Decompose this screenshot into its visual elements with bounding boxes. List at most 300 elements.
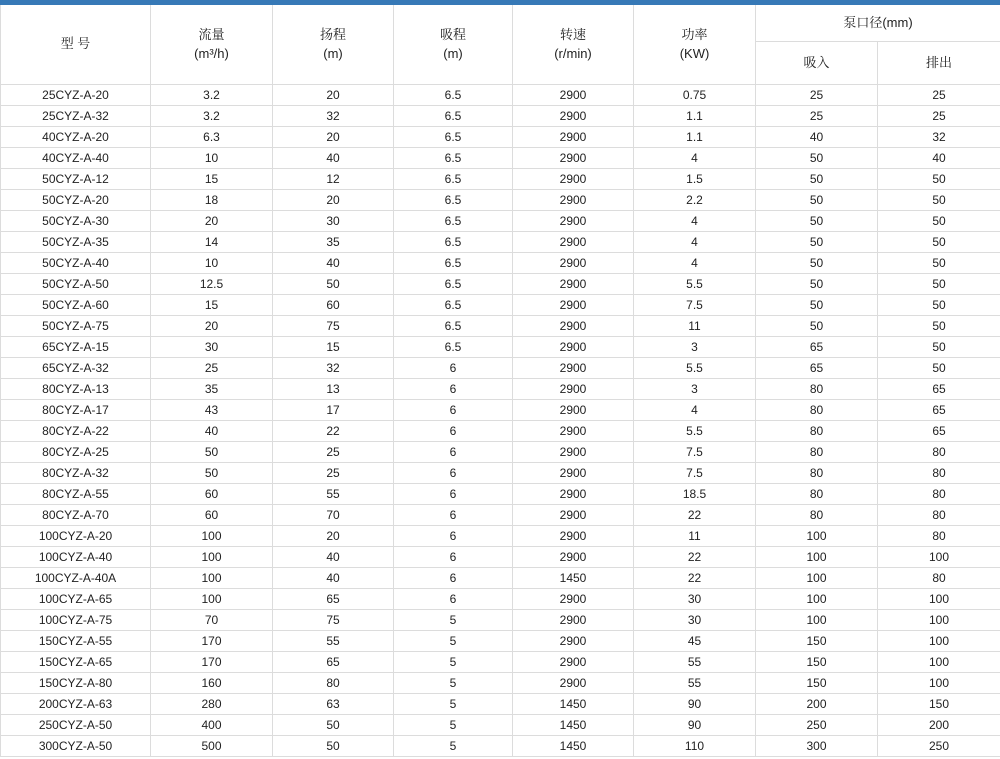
table-row	[1, 211, 1000, 232]
cell-inlet: 80	[756, 421, 878, 442]
cell-power: 3	[634, 337, 756, 358]
table-row	[1, 85, 1000, 106]
cell-outlet: 25	[878, 85, 1000, 106]
cell-inlet: 150	[756, 631, 878, 652]
cell-flow: 6.3	[151, 127, 273, 148]
cell-inlet: 100	[756, 547, 878, 568]
header-suction-unit: (m)	[443, 45, 463, 61]
cell-outlet: 200	[878, 715, 1000, 736]
cell-head: 25	[273, 442, 394, 463]
cell-flow: 20	[151, 211, 273, 232]
cell-flow: 100	[151, 568, 273, 589]
cell-suction: 6.5	[394, 106, 513, 127]
cell-head: 20	[273, 85, 394, 106]
cell-power: 4	[634, 232, 756, 253]
cell-inlet: 50	[756, 190, 878, 211]
cell-flow: 60	[151, 505, 273, 526]
cell-power: 2.2	[634, 190, 756, 211]
cell-flow: 35	[151, 379, 273, 400]
cell-power: 7.5	[634, 463, 756, 484]
cell-model: 50CYZ-A-40	[1, 253, 151, 274]
cell-speed: 2900	[513, 190, 634, 211]
cell-power: 90	[634, 694, 756, 715]
cell-power: 7.5	[634, 442, 756, 463]
cell-head: 40	[273, 547, 394, 568]
cell-power: 1.1	[634, 127, 756, 148]
cell-outlet: 50	[878, 316, 1000, 337]
cell-outlet: 80	[878, 568, 1000, 589]
cell-head: 40	[273, 148, 394, 169]
cell-suction: 6.5	[394, 232, 513, 253]
cell-inlet: 150	[756, 652, 878, 673]
cell-power: 22	[634, 568, 756, 589]
cell-speed: 2900	[513, 421, 634, 442]
header-speed-label: 转速	[559, 26, 586, 42]
table-body	[1, 85, 1000, 757]
cell-speed: 2900	[513, 148, 634, 169]
cell-inlet: 100	[756, 568, 878, 589]
cell-power: 4	[634, 211, 756, 232]
cell-head: 75	[273, 316, 394, 337]
cell-suction: 6	[394, 547, 513, 568]
cell-inlet: 150	[756, 673, 878, 694]
cell-power: 4	[634, 400, 756, 421]
cell-outlet: 150	[878, 694, 1000, 715]
cell-model: 150CYZ-A-55	[1, 631, 151, 652]
cell-suction: 5	[394, 673, 513, 694]
cell-flow: 70	[151, 610, 273, 631]
table-header	[1, 5, 1000, 85]
cell-outlet: 65	[878, 400, 1000, 421]
cell-flow: 100	[151, 547, 273, 568]
cell-speed: 2900	[513, 379, 634, 400]
cell-suction: 6	[394, 358, 513, 379]
cell-power: 5.5	[634, 274, 756, 295]
cell-model: 40CYZ-A-20	[1, 127, 151, 148]
cell-outlet: 80	[878, 442, 1000, 463]
cell-model: 50CYZ-A-60	[1, 295, 151, 316]
header-model-label: 型 号	[60, 36, 91, 52]
cell-inlet: 100	[756, 526, 878, 547]
cell-inlet: 80	[756, 505, 878, 526]
cell-speed: 2900	[513, 631, 634, 652]
cell-speed: 2900	[513, 610, 634, 631]
cell-head: 20	[273, 190, 394, 211]
table-row	[1, 169, 1000, 190]
cell-outlet: 65	[878, 379, 1000, 400]
cell-model: 40CYZ-A-40	[1, 148, 151, 169]
cell-flow: 15	[151, 295, 273, 316]
cell-suction: 6	[394, 568, 513, 589]
pump-spec-table	[0, 5, 1000, 757]
cell-power: 30	[634, 610, 756, 631]
cell-inlet: 40	[756, 127, 878, 148]
cell-suction: 6	[394, 484, 513, 505]
cell-power: 55	[634, 652, 756, 673]
cell-suction: 6.5	[394, 211, 513, 232]
cell-power: 5.5	[634, 421, 756, 442]
cell-suction: 5	[394, 652, 513, 673]
header-suction	[394, 5, 513, 85]
cell-model: 80CYZ-A-25	[1, 442, 151, 463]
cell-model: 50CYZ-A-30	[1, 211, 151, 232]
cell-power: 1.1	[634, 106, 756, 127]
cell-head: 40	[273, 253, 394, 274]
table-row	[1, 295, 1000, 316]
table-row	[1, 190, 1000, 211]
cell-power: 110	[634, 736, 756, 757]
table-row	[1, 547, 1000, 568]
cell-speed: 2900	[513, 232, 634, 253]
cell-head: 55	[273, 631, 394, 652]
cell-speed: 1450	[513, 568, 634, 589]
cell-power: 11	[634, 316, 756, 337]
cell-flow: 400	[151, 715, 273, 736]
cell-inlet: 50	[756, 316, 878, 337]
table-row	[1, 127, 1000, 148]
cell-speed: 2900	[513, 85, 634, 106]
cell-head: 17	[273, 400, 394, 421]
cell-speed: 2900	[513, 484, 634, 505]
cell-inlet: 80	[756, 463, 878, 484]
cell-inlet: 100	[756, 610, 878, 631]
cell-outlet: 80	[878, 463, 1000, 484]
cell-outlet: 50	[878, 358, 1000, 379]
cell-head: 22	[273, 421, 394, 442]
cell-speed: 1450	[513, 715, 634, 736]
cell-suction: 6	[394, 463, 513, 484]
cell-outlet: 80	[878, 484, 1000, 505]
cell-inlet: 50	[756, 253, 878, 274]
cell-suction: 6	[394, 442, 513, 463]
cell-power: 11	[634, 526, 756, 547]
cell-inlet: 250	[756, 715, 878, 736]
cell-head: 32	[273, 358, 394, 379]
table-row	[1, 652, 1000, 673]
cell-head: 75	[273, 610, 394, 631]
cell-model: 25CYZ-A-20	[1, 85, 151, 106]
cell-head: 32	[273, 106, 394, 127]
cell-head: 15	[273, 337, 394, 358]
cell-flow: 20	[151, 316, 273, 337]
header-speed-unit: (r/min)	[554, 45, 592, 61]
table-row	[1, 526, 1000, 547]
cell-speed: 2900	[513, 463, 634, 484]
cell-flow: 100	[151, 526, 273, 547]
table-row	[1, 505, 1000, 526]
cell-head: 12	[273, 169, 394, 190]
cell-outlet: 80	[878, 526, 1000, 547]
table-row	[1, 337, 1000, 358]
cell-suction: 6	[394, 589, 513, 610]
cell-speed: 1450	[513, 694, 634, 715]
table-row	[1, 274, 1000, 295]
cell-model: 250CYZ-A-50	[1, 715, 151, 736]
cell-model: 150CYZ-A-65	[1, 652, 151, 673]
cell-head: 63	[273, 694, 394, 715]
cell-flow: 14	[151, 232, 273, 253]
cell-suction: 6.5	[394, 253, 513, 274]
table-row	[1, 421, 1000, 442]
table-row	[1, 379, 1000, 400]
cell-inlet: 65	[756, 337, 878, 358]
cell-suction: 6	[394, 526, 513, 547]
cell-suction: 6.5	[394, 274, 513, 295]
cell-suction: 5	[394, 736, 513, 757]
cell-suction: 6.5	[394, 169, 513, 190]
header-model	[1, 5, 151, 85]
cell-inlet: 50	[756, 148, 878, 169]
table-row	[1, 484, 1000, 505]
cell-model: 50CYZ-A-75	[1, 316, 151, 337]
table-row	[1, 232, 1000, 253]
cell-head: 20	[273, 526, 394, 547]
cell-outlet: 100	[878, 652, 1000, 673]
cell-flow: 280	[151, 694, 273, 715]
cell-inlet: 80	[756, 379, 878, 400]
cell-suction: 5	[394, 610, 513, 631]
cell-speed: 2900	[513, 337, 634, 358]
cell-head: 55	[273, 484, 394, 505]
cell-head: 20	[273, 127, 394, 148]
cell-model: 300CYZ-A-50	[1, 736, 151, 757]
cell-model: 80CYZ-A-17	[1, 400, 151, 421]
cell-power: 0.75	[634, 85, 756, 106]
cell-model: 65CYZ-A-15	[1, 337, 151, 358]
cell-flow: 160	[151, 673, 273, 694]
cell-power: 45	[634, 631, 756, 652]
header-pump-port-label: 泵口径(mm)	[843, 14, 913, 30]
cell-flow: 40	[151, 421, 273, 442]
cell-speed: 1450	[513, 736, 634, 757]
cell-model: 25CYZ-A-32	[1, 106, 151, 127]
cell-inlet: 80	[756, 400, 878, 421]
cell-head: 30	[273, 211, 394, 232]
table-row	[1, 106, 1000, 127]
cell-suction: 6.5	[394, 295, 513, 316]
cell-suction: 6.5	[394, 190, 513, 211]
cell-head: 70	[273, 505, 394, 526]
header-head-unit: (m)	[323, 45, 343, 61]
cell-head: 50	[273, 736, 394, 757]
cell-inlet: 25	[756, 85, 878, 106]
header-flow-unit: (m³/h)	[194, 45, 229, 61]
cell-head: 80	[273, 673, 394, 694]
cell-inlet: 65	[756, 358, 878, 379]
header-flow-label: 流量	[198, 26, 225, 42]
cell-head: 35	[273, 232, 394, 253]
table-row	[1, 316, 1000, 337]
cell-model: 50CYZ-A-50	[1, 274, 151, 295]
cell-speed: 2900	[513, 211, 634, 232]
header-head	[273, 5, 394, 85]
cell-flow: 50	[151, 463, 273, 484]
table-row	[1, 568, 1000, 589]
cell-suction: 6.5	[394, 148, 513, 169]
cell-flow: 18	[151, 190, 273, 211]
cell-outlet: 100	[878, 631, 1000, 652]
cell-inlet: 50	[756, 274, 878, 295]
table-row	[1, 148, 1000, 169]
cell-flow: 3.2	[151, 85, 273, 106]
table-row	[1, 610, 1000, 631]
cell-flow: 60	[151, 484, 273, 505]
cell-suction: 6	[394, 505, 513, 526]
cell-speed: 2900	[513, 127, 634, 148]
cell-flow: 25	[151, 358, 273, 379]
cell-outlet: 100	[878, 673, 1000, 694]
table-row	[1, 631, 1000, 652]
table-row	[1, 715, 1000, 736]
cell-outlet: 50	[878, 169, 1000, 190]
cell-head: 25	[273, 463, 394, 484]
cell-flow: 500	[151, 736, 273, 757]
cell-suction: 6	[394, 400, 513, 421]
cell-inlet: 300	[756, 736, 878, 757]
cell-flow: 170	[151, 652, 273, 673]
cell-model: 80CYZ-A-32	[1, 463, 151, 484]
header-power-unit: (KW)	[679, 45, 710, 61]
cell-suction: 6	[394, 379, 513, 400]
cell-inlet: 50	[756, 232, 878, 253]
cell-flow: 50	[151, 442, 273, 463]
cell-outlet: 50	[878, 190, 1000, 211]
cell-head: 65	[273, 652, 394, 673]
cell-inlet: 200	[756, 694, 878, 715]
cell-suction: 6	[394, 421, 513, 442]
cell-model: 50CYZ-A-35	[1, 232, 151, 253]
cell-flow: 100	[151, 589, 273, 610]
cell-inlet: 80	[756, 484, 878, 505]
cell-flow: 3.2	[151, 106, 273, 127]
cell-suction: 5	[394, 631, 513, 652]
table-row	[1, 589, 1000, 610]
cell-speed: 2900	[513, 169, 634, 190]
cell-power: 4	[634, 253, 756, 274]
cell-head: 13	[273, 379, 394, 400]
table-row	[1, 694, 1000, 715]
cell-flow: 15	[151, 169, 273, 190]
cell-outlet: 40	[878, 148, 1000, 169]
cell-speed: 2900	[513, 316, 634, 337]
header-pump-port-group	[756, 5, 1000, 42]
cell-speed: 2900	[513, 505, 634, 526]
cell-model: 50CYZ-A-12	[1, 169, 151, 190]
cell-speed: 2900	[513, 589, 634, 610]
cell-speed: 2900	[513, 547, 634, 568]
cell-speed: 2900	[513, 673, 634, 694]
cell-model: 100CYZ-A-40	[1, 547, 151, 568]
cell-suction: 6.5	[394, 127, 513, 148]
cell-inlet: 50	[756, 295, 878, 316]
cell-speed: 2900	[513, 526, 634, 547]
table-row	[1, 253, 1000, 274]
cell-suction: 5	[394, 694, 513, 715]
cell-power: 1.5	[634, 169, 756, 190]
cell-model: 80CYZ-A-70	[1, 505, 151, 526]
cell-model: 50CYZ-A-20	[1, 190, 151, 211]
cell-power: 18.5	[634, 484, 756, 505]
header-speed	[513, 5, 634, 85]
table-row	[1, 358, 1000, 379]
cell-inlet: 100	[756, 589, 878, 610]
cell-model: 150CYZ-A-80	[1, 673, 151, 694]
cell-outlet: 100	[878, 547, 1000, 568]
cell-speed: 2900	[513, 652, 634, 673]
cell-inlet: 50	[756, 169, 878, 190]
cell-flow: 10	[151, 253, 273, 274]
cell-power: 90	[634, 715, 756, 736]
cell-speed: 2900	[513, 274, 634, 295]
cell-suction: 6.5	[394, 337, 513, 358]
cell-inlet: 50	[756, 211, 878, 232]
cell-flow: 170	[151, 631, 273, 652]
cell-power: 55	[634, 673, 756, 694]
cell-outlet: 50	[878, 295, 1000, 316]
header-outlet-label: 排出	[926, 54, 953, 70]
cell-speed: 2900	[513, 442, 634, 463]
cell-suction: 5	[394, 715, 513, 736]
cell-model: 80CYZ-A-55	[1, 484, 151, 505]
cell-power: 5.5	[634, 358, 756, 379]
cell-outlet: 100	[878, 610, 1000, 631]
cell-outlet: 50	[878, 253, 1000, 274]
table-row	[1, 463, 1000, 484]
cell-model: 200CYZ-A-63	[1, 694, 151, 715]
cell-flow: 43	[151, 400, 273, 421]
cell-suction: 6.5	[394, 85, 513, 106]
cell-model: 80CYZ-A-22	[1, 421, 151, 442]
cell-model: 100CYZ-A-75	[1, 610, 151, 631]
header-power-label: 功率	[681, 26, 708, 42]
header-power	[634, 5, 756, 85]
cell-speed: 2900	[513, 106, 634, 127]
header-outlet	[878, 42, 1000, 85]
table-row	[1, 400, 1000, 421]
cell-outlet: 50	[878, 274, 1000, 295]
cell-power: 3	[634, 379, 756, 400]
cell-power: 22	[634, 547, 756, 568]
cell-head: 40	[273, 568, 394, 589]
cell-model: 100CYZ-A-20	[1, 526, 151, 547]
cell-head: 60	[273, 295, 394, 316]
cell-power: 7.5	[634, 295, 756, 316]
cell-head: 50	[273, 715, 394, 736]
cell-model: 65CYZ-A-32	[1, 358, 151, 379]
cell-inlet: 25	[756, 106, 878, 127]
table-row	[1, 673, 1000, 694]
cell-flow: 12.5	[151, 274, 273, 295]
cell-power: 4	[634, 148, 756, 169]
cell-speed: 2900	[513, 295, 634, 316]
cell-head: 65	[273, 589, 394, 610]
header-head-label: 扬程	[319, 26, 346, 42]
header-inlet-label: 吸入	[803, 54, 830, 70]
cell-power: 30	[634, 589, 756, 610]
header-flow	[151, 5, 273, 85]
cell-speed: 2900	[513, 253, 634, 274]
cell-outlet: 250	[878, 736, 1000, 757]
cell-model: 100CYZ-A-65	[1, 589, 151, 610]
cell-outlet: 32	[878, 127, 1000, 148]
cell-inlet: 80	[756, 442, 878, 463]
cell-outlet: 100	[878, 589, 1000, 610]
cell-model: 80CYZ-A-13	[1, 379, 151, 400]
cell-outlet: 50	[878, 337, 1000, 358]
cell-outlet: 50	[878, 211, 1000, 232]
cell-model: 100CYZ-A-40A	[1, 568, 151, 589]
cell-outlet: 80	[878, 505, 1000, 526]
